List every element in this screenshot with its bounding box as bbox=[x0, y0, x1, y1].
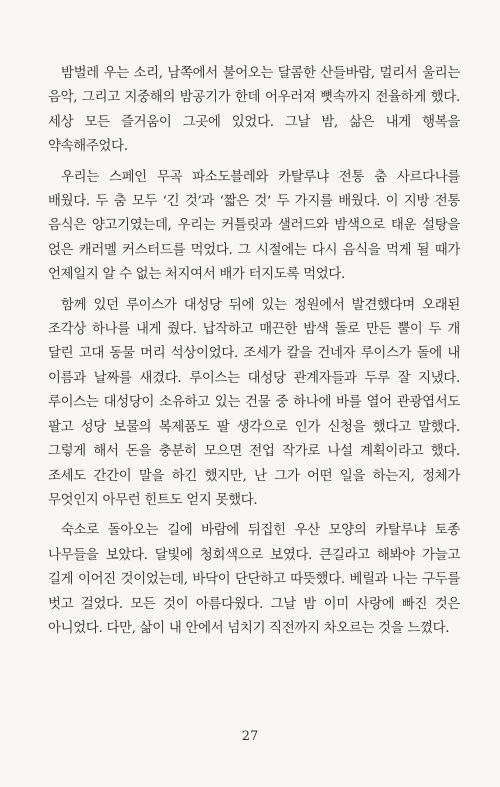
paragraph: 우리는 스페인 무곡 파소도블레와 카탈루냐 전통 춤 사르다나를 배웠다. 두 춤 모두 ‘긴 것’과 ‘짧은 것’ 두 가지를 배웠다. 이 지방 전통 음식은 양고기였는데, 우리는 커틀릿과 샐러드와 밤색으로 태운 설탕을 얹은 캐러멜 커스터드를 먹었다. 그 시절에는 다시 음식을 먹게 될 때가 언제일지 알 수 없는 처지여서 배가 터지도록 먹었다. bbox=[48, 169, 460, 283]
paragraph: 숙소로 돌아오는 길에 바람에 뒤집힌 우산 모양의 카탈루냐 토종 나무들을 보았다. 달빛에 청회색으로 보였다. 큰길라고 해봐야 가늘고 길게 이어진 것이었는데, 바닥이 단단하고 따뜻했다. 베릴과 나는 구두를 벗고 걸었다. 모든 것이 아름다웠다. 그날 밤 이미 사랑에 빠진 것은 아니었다. 다만, 삶이 내 안에서 넘치기 직전까지 차오르는 것을 느꼈다. bbox=[48, 523, 460, 636]
paragraph: 밤벌레 우는 소리, 남쪽에서 불어오는 달콤한 산들바람, 멀리서 울리는 음악, 그리고 지중해의 밤공기가 한데 어우러져 뼛속까지 전율하게 했다. 세상 모든 즐거움이 그곳에 있었다. 그날 밤, 삶은 내게 행복을 약속해주었다. bbox=[48, 66, 460, 155]
page-number: 27 bbox=[241, 729, 259, 744]
paragraph: 함께 있던 루이스가 대성당 뒤에 있는 정원에서 발견했다며 오래된 조각상 하나를 내게 줬다. 납작하고 매끈한 밤색 돌로 만든 뿔이 두 개 달린 고대 동물 머리 석상이었다. 조세가 칼을 건네자 루이스가 돌에 내 이름과 날짜를 새겼다. 루이스는 대성당 관계자들과 두루 잘 지냈다. 루이스는 대성당이 소유하고 있는 건물 중 하나에 바를 열어 관광엽서도 팔고 성당 보물의 복제품도 팔 생각으로 인가 신청을 했다고 말했다. 그렇게 해서 돈을 충분히 모으면 전업 작가로 나설 계획이라고 했다. 조세도 간간이 말을 하긴 했지만, 난 그가 어떤 일을 하는지, 정체가 무엇인지 아무런 힌트도 얻지 못했다. bbox=[48, 297, 460, 508]
body-text bbox=[48, 62, 460, 641]
